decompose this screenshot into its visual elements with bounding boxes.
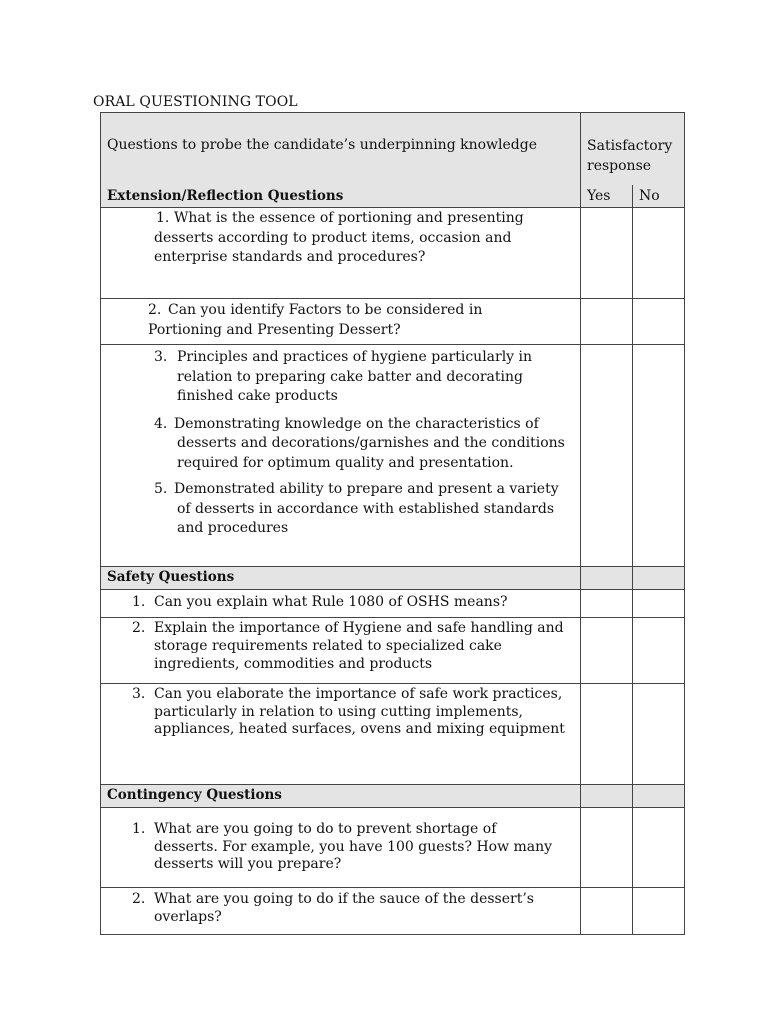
question-number: 2. bbox=[148, 302, 162, 318]
yes-label: Yes bbox=[587, 187, 611, 204]
safety-title-cell bbox=[101, 567, 581, 590]
no-check-cell bbox=[633, 785, 685, 808]
contingency-title-cell bbox=[101, 785, 581, 808]
question-item bbox=[101, 208, 580, 268]
question-number: 2. bbox=[132, 891, 146, 907]
table-row bbox=[101, 208, 685, 299]
question-cell bbox=[101, 590, 581, 618]
table-row bbox=[101, 618, 685, 684]
question-cell bbox=[101, 888, 581, 935]
question-number: 1. bbox=[132, 594, 146, 610]
yes-check-cell[interactable] bbox=[581, 590, 633, 618]
no-check-cell[interactable] bbox=[633, 808, 685, 888]
extension-section-title: Extension/Reflection Questions bbox=[107, 187, 344, 204]
yes-check-cell[interactable] bbox=[581, 808, 633, 888]
question-text: Explain the importance of Hygiene and safe handling and storage requirements related to specialized cake ingredients, commodities and products bbox=[154, 620, 564, 672]
question-item bbox=[101, 473, 580, 545]
contingency-section-title: Contingency Questions bbox=[107, 787, 282, 803]
question-item bbox=[101, 684, 580, 739]
no-check-cell[interactable] bbox=[633, 618, 685, 684]
question-item bbox=[101, 618, 580, 673]
yes-header-cell bbox=[581, 185, 633, 208]
question-item bbox=[101, 345, 580, 407]
no-check-cell[interactable] bbox=[633, 684, 685, 785]
question-text: Demonstrating knowledge on the characteristics of desserts and decorations/garnishes and the conditions required for optimum quality and presentation. bbox=[174, 415, 565, 471]
question-number: 3. bbox=[132, 686, 146, 702]
question-cell bbox=[101, 345, 581, 567]
contingency-title-row bbox=[101, 785, 685, 808]
question-number: 1. bbox=[132, 821, 146, 837]
table-row bbox=[101, 590, 685, 618]
satisfactory-header-cell bbox=[581, 113, 685, 185]
question-number: 4. bbox=[154, 415, 168, 432]
question-text: Principles and practices of hygiene particularly in relation to preparing cake batter and decorating finished cake products bbox=[177, 349, 533, 404]
question-cell bbox=[101, 808, 581, 888]
safety-section-title: Safety Questions bbox=[107, 569, 235, 585]
yes-check-cell[interactable] bbox=[581, 299, 633, 345]
table-row bbox=[101, 299, 685, 345]
table-row bbox=[101, 888, 685, 935]
question-number: 5. bbox=[154, 481, 168, 497]
no-check-cell[interactable] bbox=[633, 208, 685, 299]
question-item bbox=[101, 888, 580, 926]
question-cell bbox=[101, 208, 581, 299]
yes-check-cell[interactable] bbox=[581, 684, 633, 785]
no-check-cell[interactable] bbox=[633, 299, 685, 345]
question-cell bbox=[101, 618, 581, 684]
questions-header-cell bbox=[101, 113, 581, 185]
extension-title-cell bbox=[101, 185, 581, 208]
question-cell bbox=[101, 299, 581, 345]
question-text: Can you explain what Rule 1080 of OSHS means? bbox=[154, 594, 508, 610]
no-header-cell bbox=[633, 185, 685, 208]
document-title: ORAL QUESTIONING TOOL bbox=[93, 94, 298, 110]
question-item bbox=[101, 808, 580, 874]
no-label: No bbox=[639, 187, 660, 204]
no-check-cell bbox=[633, 567, 685, 590]
no-check-cell[interactable] bbox=[633, 345, 685, 567]
extension-title-row bbox=[101, 185, 685, 208]
satisfactory-header-label: Satisfactory response bbox=[587, 138, 673, 174]
yes-check-cell[interactable] bbox=[581, 345, 633, 567]
question-item bbox=[101, 590, 580, 613]
question-text: Can you identify Factors to be considered in Portioning and Presenting Dessert? bbox=[148, 302, 483, 338]
question-item bbox=[101, 407, 580, 474]
yes-check-cell[interactable] bbox=[581, 208, 633, 299]
questioning-table bbox=[100, 112, 685, 935]
yes-check-cell[interactable] bbox=[581, 618, 633, 684]
question-item bbox=[101, 299, 580, 340]
table-row bbox=[101, 345, 685, 567]
question-number: 2. bbox=[132, 620, 146, 636]
question-text: Can you elaborate the importance of safe work practices, particularly in relation to using cutting implements, appliances, heated surfaces, ovens and mixing equipment bbox=[154, 686, 565, 737]
question-text: What is the essence of portioning and presenting desserts according to product items, occasion and enterprise standards and procedures? bbox=[154, 210, 524, 265]
question-text: What are you going to do if the sauce of the dessert’s overlaps? bbox=[154, 891, 534, 925]
no-check-cell[interactable] bbox=[633, 888, 685, 935]
question-text: What are you going to do to prevent shortage of desserts. For example, you have 100 guests? How many desserts will you prepare? bbox=[154, 821, 553, 872]
question-text: Demonstrated ability to prepare and present a variety of desserts in accordance with established standards and procedures bbox=[174, 481, 559, 536]
yes-check-cell bbox=[581, 567, 633, 590]
safety-title-row bbox=[101, 567, 685, 590]
questions-header-label: Questions to probe the candidate’s underpinning knowledge bbox=[107, 137, 537, 153]
table-row bbox=[101, 808, 685, 888]
table-row bbox=[101, 684, 685, 785]
question-number: 1. bbox=[156, 210, 170, 226]
question-cell bbox=[101, 684, 581, 785]
yes-check-cell bbox=[581, 785, 633, 808]
table-header-row bbox=[101, 113, 685, 185]
yes-check-cell[interactable] bbox=[581, 888, 633, 935]
question-number: 3. bbox=[154, 349, 168, 365]
no-check-cell[interactable] bbox=[633, 590, 685, 618]
